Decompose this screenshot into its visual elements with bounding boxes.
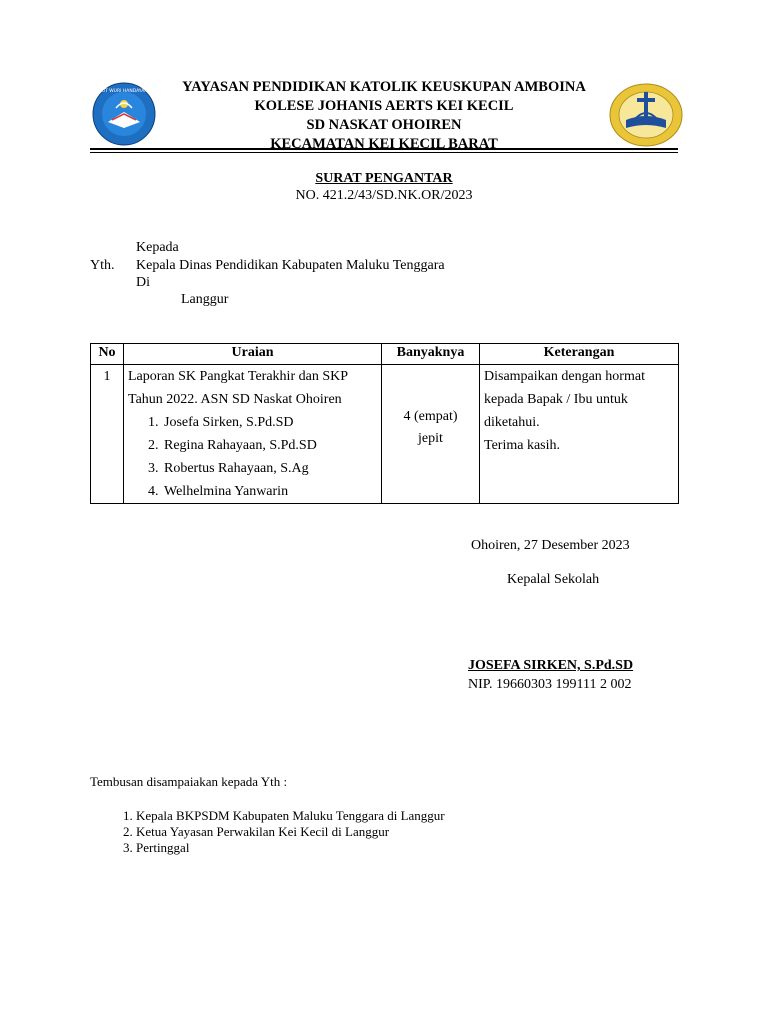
ket-line: diketahui. [484, 415, 540, 430]
uraian-line: Laporan SK Pangkat Terakhir dan SKP [128, 369, 349, 384]
signature-place-date: Ohoiren, 27 Desember 2023 [471, 538, 630, 553]
list-item: 3. Robertus Rahayaan, S.Ag [162, 457, 377, 480]
table-header-row [91, 344, 679, 365]
cell-keterangan [480, 365, 679, 504]
letter-title-block [0, 170, 768, 204]
items-table [90, 343, 679, 504]
ket-line: Terima kasih. [484, 438, 560, 453]
tut-wuri-handayani-logo [90, 82, 158, 146]
ket-line: kepada Bapak / Ibu untuk [484, 392, 628, 407]
address-place: Langgur [181, 292, 229, 307]
cell-banyaknya [382, 365, 480, 504]
header-uraian: Uraian [124, 344, 382, 365]
letterhead-line-school: SD NASKAT OHOIREN [306, 117, 462, 133]
address-yth: Yth. [90, 258, 115, 273]
letterhead-divider-thick [90, 148, 678, 150]
header-banyaknya: Banyaknya [382, 344, 480, 365]
list-item: 1. Josefa Sirken, S.Pd.SD [162, 411, 377, 434]
table-row [91, 365, 679, 504]
list-item: 1. Kepala BKPSDM Kabupaten Maluku Tenggara di Langgur [136, 808, 445, 824]
letterhead-line-college: KOLESE JOHANIS AERTS KEI KECIL [254, 98, 514, 114]
address-kepada: Kepada [136, 240, 179, 255]
cell-no: 1 [91, 365, 124, 504]
school-seal-logo [608, 82, 684, 148]
letterhead-line-foundation: YAYASAN PENDIDIKAN KATOLIK KEUSKUPAN AMBOINA [182, 79, 586, 95]
signature-position: Kepalal Sekolah [507, 572, 600, 587]
signature-nip: NIP. 19660303 199111 2 002 [468, 677, 632, 692]
letter-number: NO. 421.2/43/SD.NK.OR/2023 [295, 188, 473, 203]
ket-line: Disampaikan dengan hormat [484, 369, 645, 384]
address-recipient: Kepala Dinas Pendidikan Kabupaten Maluku Tenggara [136, 258, 445, 273]
list-item: 2. Regina Rahayaan, S.Pd.SD [162, 434, 377, 457]
cell-uraian [124, 365, 382, 504]
uraian-line: Tahun 2022. ASN SD Naskat Ohoiren [128, 392, 342, 407]
tembusan-list [90, 808, 445, 856]
names-list [128, 411, 377, 503]
tembusan-label: Tembusan disampaiakan kepada Yth : [90, 774, 288, 789]
qty-line: 4 (empat) [403, 409, 458, 424]
signature-name: JOSEFA SIRKEN, S.Pd.SD [468, 658, 634, 673]
header-keterangan: Keterangan [480, 344, 679, 365]
letterhead-line-district: KECAMATAN KEI KECIL BARAT [270, 136, 498, 152]
list-item: 3. Pertinggal [136, 840, 445, 856]
header-no: No [91, 344, 124, 365]
letterhead [150, 78, 618, 154]
qty-line: jepit [418, 431, 443, 446]
letter-title: SURAT PENGANTAR [315, 171, 453, 186]
address-di: Di [136, 275, 150, 290]
list-item: 4. Welhelmina Yanwarin [162, 480, 377, 503]
list-item: 2. Ketua Yayasan Perwakilan Kei Kecil di Langgur [136, 824, 445, 840]
letterhead-divider-thin [90, 152, 678, 153]
svg-text:TUT WURI HANDAYANI: TUT WURI HANDAYANI [99, 89, 149, 94]
